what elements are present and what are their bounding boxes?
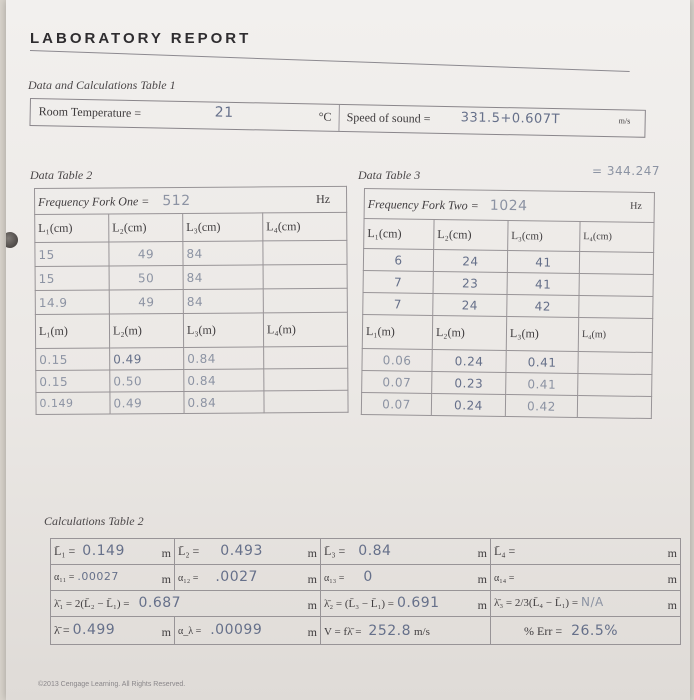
t3-header-cm-1: L₁(cm) <box>364 219 434 250</box>
data-table-2 <box>34 186 349 415</box>
t2m-cell-r1-c3: 0.84 <box>184 347 264 370</box>
room-temperature-unit: °C <box>318 109 332 124</box>
t3m-cell-r3-c3: 0.42 <box>505 394 577 417</box>
t2m-cell-r1-c2: 0.49 <box>110 347 184 370</box>
table1 <box>29 98 645 138</box>
t2m-cell-r2-c3: 0.84 <box>184 369 264 392</box>
speed-of-sound-label: Speed of sound = <box>346 110 431 126</box>
t2-header-cm-3: L₃(cm) <box>183 213 263 242</box>
calc-cell-l2 <box>175 539 321 565</box>
t2m-cell-r3-c2: 0.49 <box>110 391 184 414</box>
t3m-cell-r1-c3: 0.41 <box>506 351 578 374</box>
fork-two-row <box>364 189 654 223</box>
speed-divider <box>338 105 339 131</box>
calc-unit-l2: m <box>307 545 317 560</box>
t2m-cell-r3-c3: 0.84 <box>184 391 264 414</box>
t2-cell-r2-c3: 84 <box>183 265 263 290</box>
calc-label-alpha-lambda: α_λ = <box>178 625 202 637</box>
calc-value-lambda-bar: 0.499 <box>72 621 116 638</box>
calc-value-alpha-lambda: .00099 <box>210 621 263 638</box>
calc-cell-a4 <box>491 565 681 591</box>
calc-cell-lambda3 <box>491 591 681 617</box>
t3-cell-r1-c3: 41 <box>507 251 579 274</box>
t2m-cell-r1-c4 <box>264 346 348 369</box>
fork-two-value: 1024 <box>489 197 528 214</box>
calc-cell-alpha-lambda <box>175 617 321 645</box>
calc-cell-a1 <box>51 565 175 591</box>
t2m-cell-r2-c2: 0.50 <box>110 369 184 392</box>
t3m-cell-r2-c1: 0.07 <box>362 370 432 393</box>
title-underline <box>30 50 630 72</box>
t3m-cell-r1-c4 <box>578 352 652 375</box>
t3m-cell-r1-c1: 0.06 <box>362 348 432 371</box>
t2-cell-r2-c2: 50 <box>109 265 183 290</box>
fork-one-unit: Hz <box>316 191 331 207</box>
calc-unit-a3: m <box>477 571 487 586</box>
t2-header-m-3: L₃(m) <box>183 313 263 348</box>
speed-of-sound-unit: m/s <box>618 116 631 126</box>
calc-label-l1: L̄₁ = <box>54 543 76 558</box>
t3m-cell-r1-c2: 0.24 <box>432 349 506 372</box>
calc-value-velocity: 252.8 <box>368 622 411 639</box>
t3-cell-r2-c4 <box>579 274 653 297</box>
t3m-cell-r3-c4 <box>577 396 651 419</box>
t3m-cell-r2-c2: 0.23 <box>432 371 506 394</box>
data-table-2-caption: Data Table 2 <box>30 168 93 182</box>
copyright-footer: ©2013 Cengage Learning. All Rights Reserved. <box>38 681 186 688</box>
calc-cell-l1 <box>51 539 175 565</box>
report-page <box>6 0 690 700</box>
t3m-cell-r3-c1: 0.07 <box>361 392 431 415</box>
calc-label-l2: L̄₂ = <box>178 543 200 558</box>
t3m-cell-r2-c4 <box>578 374 652 397</box>
t2-cell-r3-c2: 49 <box>109 289 183 314</box>
room-temperature-value: 21 <box>214 104 234 121</box>
fork-two-label: Frequency Fork Two = <box>367 196 479 213</box>
calc-label-lambda2: λ̄₂ = (L̄₃ − L̄₁) = <box>324 597 394 610</box>
t3-cell-r1-c2: 24 <box>433 249 507 272</box>
calc-cell-velocity <box>321 617 491 645</box>
calc-label-velocity: V = fλ̄ = <box>324 625 362 638</box>
calc-unit-l1: m <box>161 545 171 560</box>
t3m-cell-r2-c3: 0.41 <box>506 372 578 395</box>
t3-header-m-1: L₁(m) <box>362 314 432 349</box>
t2-cell-r1-c2: 49 <box>109 241 183 266</box>
calc-cell-l4 <box>491 539 681 565</box>
calc-unit-l3: m <box>477 545 487 560</box>
t3m-cell-r3-c2: 0.24 <box>431 393 505 416</box>
t2m-cell-r2-c4 <box>264 368 348 391</box>
t2-cell-r2-c1: 15 <box>35 266 109 291</box>
t2-header-m-1: L₁(m) <box>35 314 109 349</box>
calc-label-percent-error: % Err = <box>524 623 563 638</box>
t3-header-cm-2: L₂(cm) <box>434 219 508 250</box>
calc-unit-lambda2: m <box>477 597 487 612</box>
calc-value-a1: .00027 <box>77 569 119 583</box>
calc-unit-alpha-lambda: m <box>307 624 317 639</box>
calc-label-a1: α₁₁ = <box>54 571 75 583</box>
calc-value-a2: .0027 <box>215 568 258 585</box>
t2-cell-r3-c1: 14.9 <box>35 290 109 315</box>
room-temperature-label: Room Temperature = <box>38 104 142 121</box>
t3-header-m-3: L₃(m) <box>506 317 578 352</box>
calc-value-l1: 0.149 <box>82 542 125 559</box>
t2-header-cm-2: L₂(cm) <box>109 213 183 242</box>
data-calculations-caption: Data and Calculations Table 1 <box>28 78 176 92</box>
speed-of-sound-result: = 344.247 <box>592 164 660 178</box>
calc-value-l2: 0.493 <box>220 542 263 559</box>
t3-cell-r3-c1: 7 <box>363 292 433 315</box>
calc-unit-lambda-bar: m <box>161 624 171 639</box>
t3-header-cm-3: L₃(cm) <box>508 221 580 252</box>
calc-cell-percent-error <box>491 617 681 645</box>
t3-header-m-4: L₄(m) <box>578 318 652 353</box>
calc-cell-l3 <box>321 539 491 565</box>
t3-cell-r3-c4 <box>579 296 653 319</box>
t2m-cell-r3-c1: 0.149 <box>36 392 110 415</box>
calc-value-a3: 0 <box>363 568 373 585</box>
calc-value-l3: 0.84 <box>358 542 392 559</box>
t2-header-m-4: L₄(m) <box>263 312 347 347</box>
fork-one-row <box>35 186 347 214</box>
calc-label-lambda1: λ̄₁ = 2(L̄₂ − L̄₁) = <box>54 597 130 610</box>
calc-label-l4: L̄₄ = <box>494 543 516 558</box>
t2-header-cm-1: L₁(cm) <box>35 214 109 243</box>
t3-cell-r3-c3: 42 <box>507 295 579 318</box>
t2-cell-r3-c3: 84 <box>183 289 263 314</box>
speed-of-sound-value: 331.5+0.607T <box>460 110 561 128</box>
t3-cell-r2-c1: 7 <box>363 270 433 293</box>
t2m-cell-r2-c1: 0.15 <box>36 370 110 393</box>
calc-cell-lambda1 <box>51 591 321 617</box>
calc-value-lambda2: 0.691 <box>396 594 440 611</box>
data-table-3 <box>361 188 655 419</box>
t3-header-cm-4: L₄(cm) <box>580 222 654 253</box>
calc-unit-lambda3: m <box>667 597 677 612</box>
calc-label-a3: α₁₃ = <box>324 572 345 584</box>
t3-cell-r2-c2: 23 <box>433 271 507 294</box>
fork-one-value: 512 <box>162 192 191 209</box>
calc-unit-velocity: m/s <box>414 625 430 638</box>
t3-cell-r1-c4 <box>579 252 653 275</box>
calc-label-lambda3: λ̄₃ = 2/3(L̄₄ − L̄₁) = <box>494 596 579 609</box>
calculations-table-2 <box>50 538 681 645</box>
calc-value-lambda3: N/A <box>581 594 604 609</box>
calc-cell-a2 <box>175 565 321 591</box>
calc-unit-l4: m <box>667 545 677 560</box>
calc-value-lambda1: 0.687 <box>138 594 182 611</box>
fork-one-label: Frequency Fork One = <box>38 193 150 209</box>
t2-cell-r1-c3: 84 <box>183 241 263 266</box>
t2-cell-r3-c4 <box>263 288 347 313</box>
calculations-table-2-caption: Calculations Table 2 <box>44 514 144 528</box>
t3-cell-r3-c2: 24 <box>433 293 507 316</box>
calc-unit-a1: m <box>161 571 171 586</box>
calc-value-percent-error: 26.5% <box>571 622 619 639</box>
t2-cell-r2-c4 <box>263 264 347 289</box>
t3-cell-r2-c3: 41 <box>507 273 579 296</box>
calc-cell-a3 <box>321 565 491 591</box>
calc-label-lambda-bar: λ̄ = <box>54 622 70 637</box>
calc-unit-a4: m <box>667 571 677 586</box>
data-table-3-caption: Data Table 3 <box>358 168 421 182</box>
calc-cell-lambda2 <box>321 591 491 617</box>
calc-label-l3: L̄₃ = <box>324 543 346 558</box>
t2-cell-r1-c1: 15 <box>35 242 109 267</box>
calc-cell-lambda-bar <box>51 617 175 645</box>
calc-unit-lambda1: m <box>307 597 317 612</box>
calc-label-a4: α₁₄ = <box>494 572 515 584</box>
fork-two-unit: Hz <box>630 200 642 212</box>
t3-cell-r1-c1: 6 <box>363 249 433 272</box>
t2m-cell-r1-c1: 0.15 <box>36 348 110 371</box>
t2-cell-r1-c4 <box>263 240 347 265</box>
calc-unit-a2: m <box>307 571 317 586</box>
t3-header-m-2: L₂(m) <box>432 315 506 350</box>
t2-header-m-2: L₂(m) <box>109 313 183 348</box>
binder-hole <box>6 232 18 248</box>
t2m-cell-r3-c4 <box>264 390 348 413</box>
report-title: LABORATORY REPORT <box>30 30 252 47</box>
t2-header-cm-4: L₄(cm) <box>263 212 347 241</box>
calc-label-a2: α₁₂ = <box>178 572 199 584</box>
